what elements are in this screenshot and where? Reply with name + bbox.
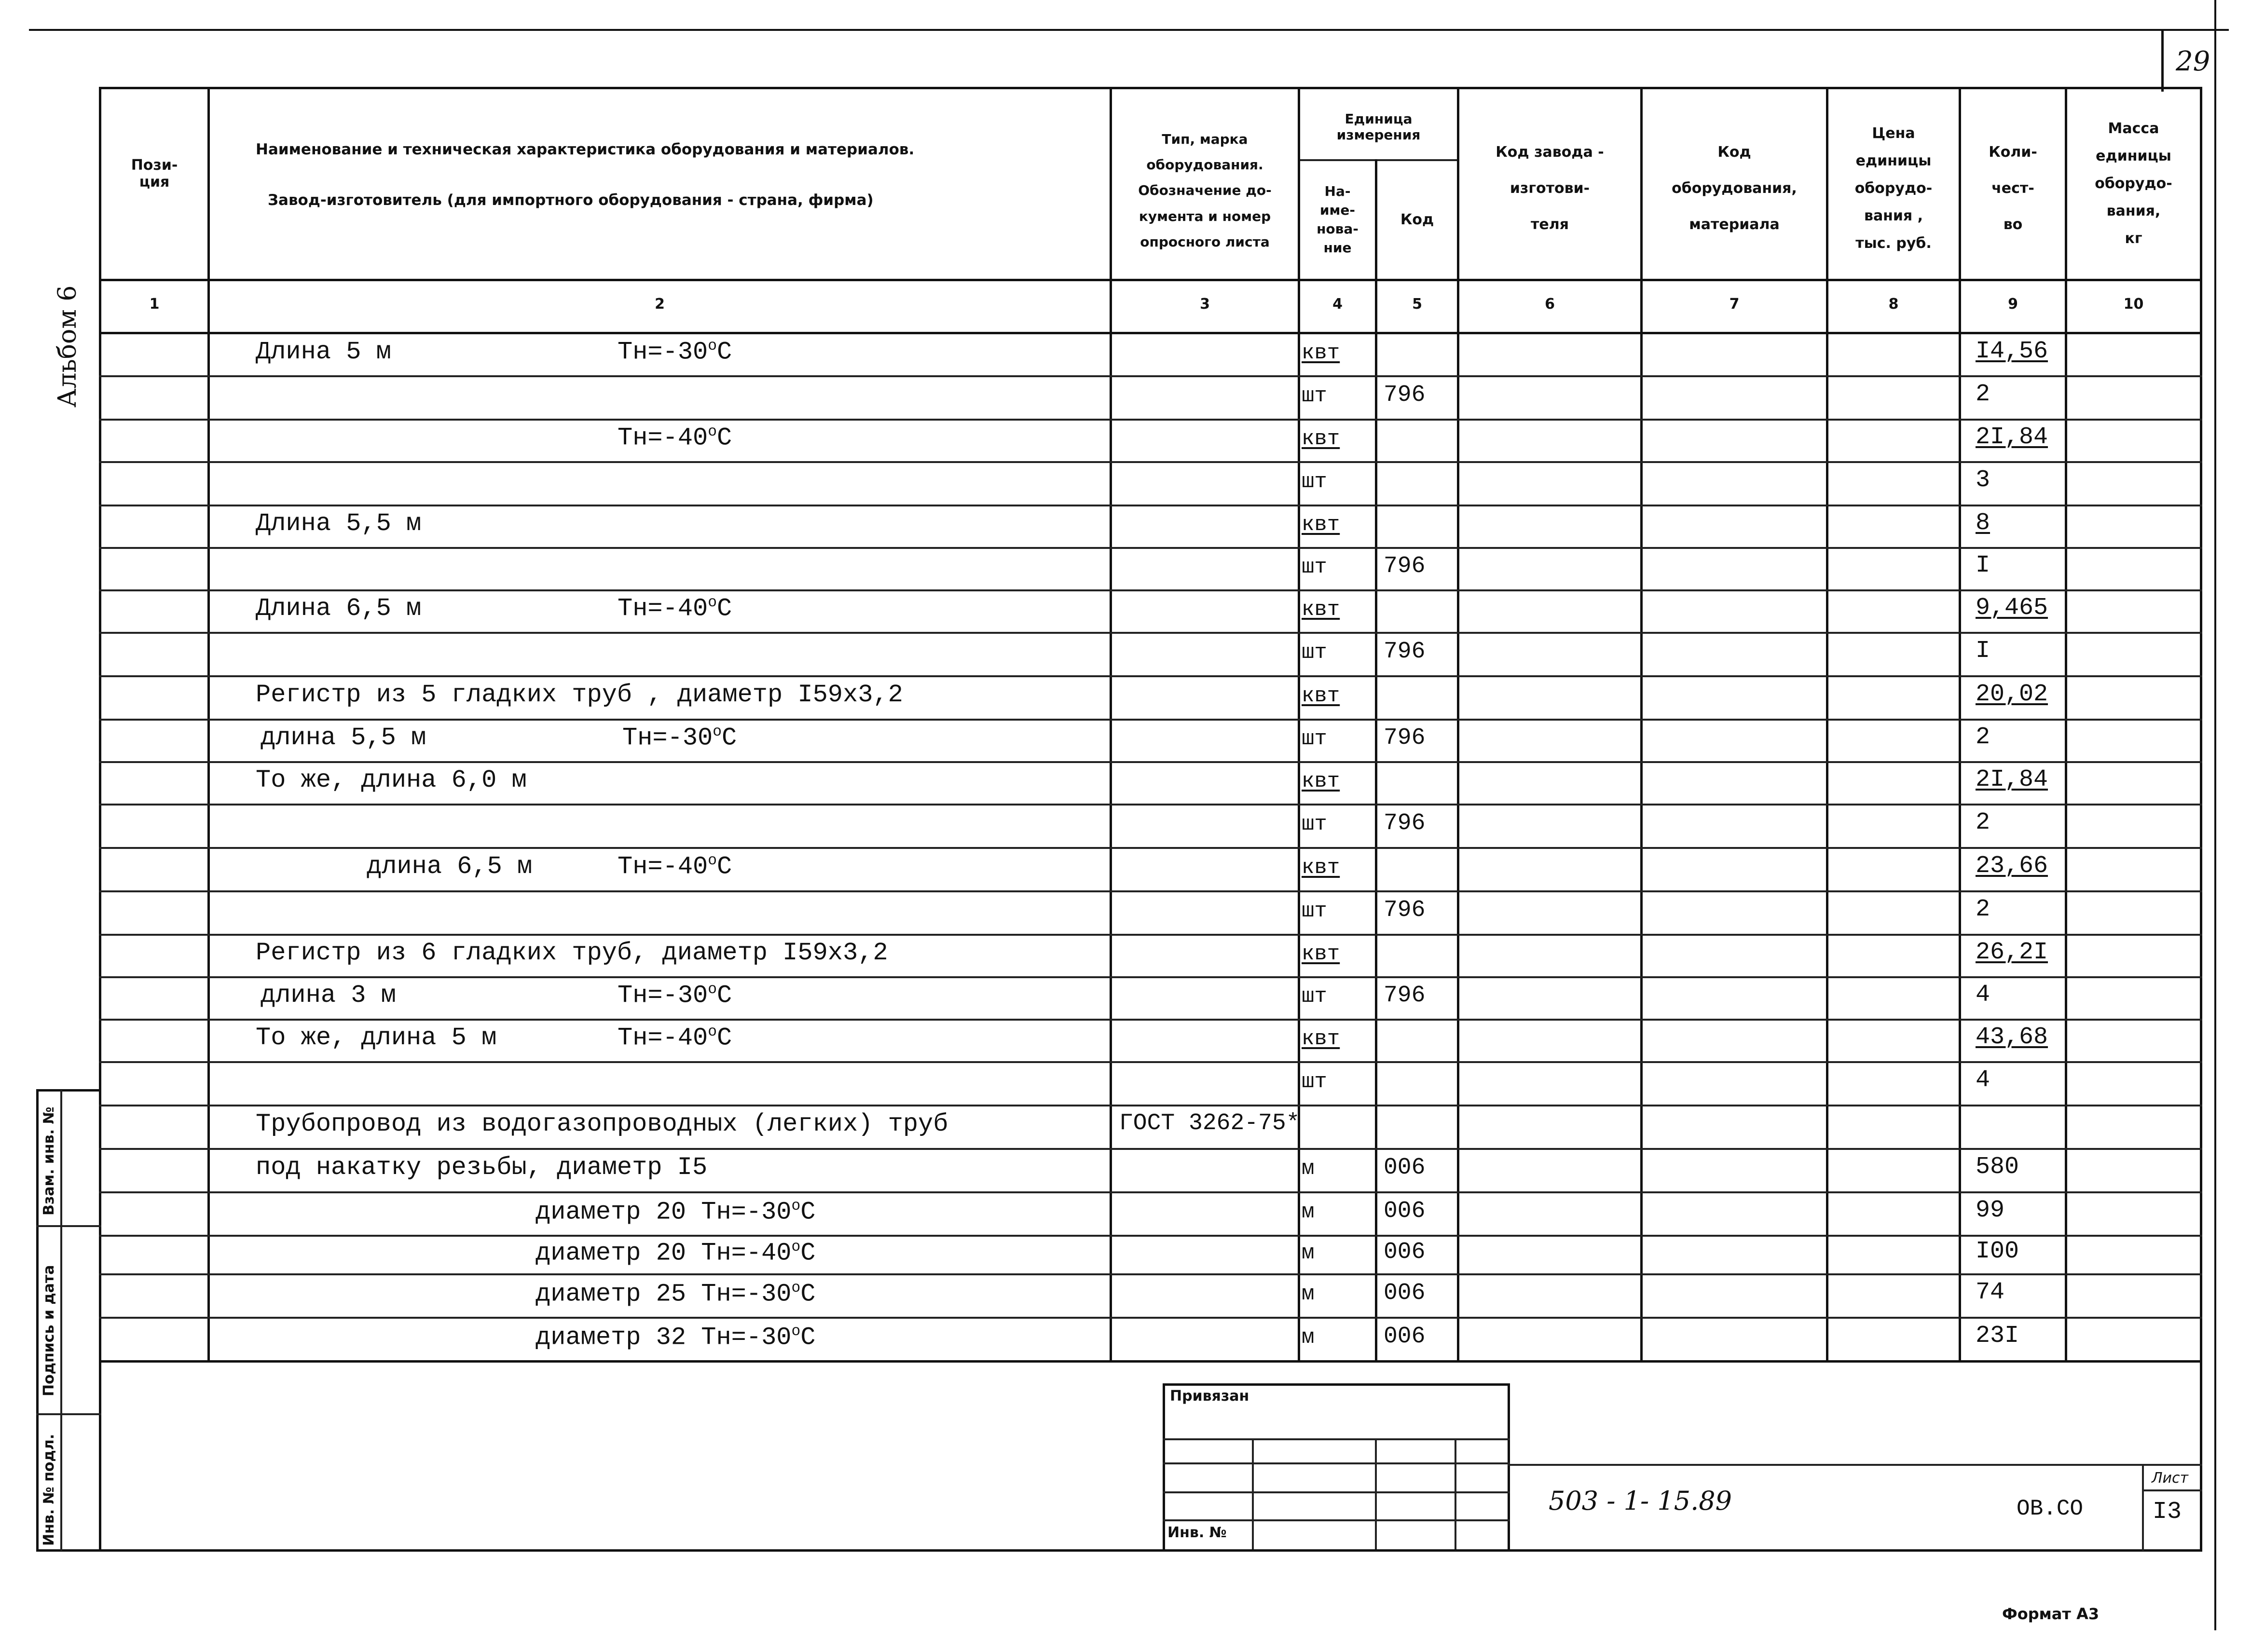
row-separator [99,1273,2202,1275]
stamp-col-2 [1375,1438,1377,1549]
header-quantity: Коли- чест- во [1989,143,2037,233]
row-name: То же, длина 6,0 м [256,766,527,794]
row-name: длина 3 м [261,981,396,1010]
col-divider-3 [1298,87,1300,1363]
side-stamp-line-2 [36,1413,101,1415]
row-separator [99,1019,2202,1021]
row-separator [99,675,2202,677]
row-unit: квт [1302,684,1340,708]
row-temperature: $Тн=-30^oС$ [618,981,732,1010]
side-label-inv-podl: Инв. № подл. [41,1434,57,1546]
row-separator [99,1191,2202,1193]
row-separator [99,761,2202,763]
row-quantity: I00 [1976,1238,2019,1265]
row-unit: шт [1302,812,1327,836]
stamp-inv-no: Инв. № [1167,1524,1227,1541]
colnum-9: 9 [2008,295,2018,313]
row-quantity: I4,56 [1976,338,2048,365]
row-quantity: 23,66 [1976,852,2048,880]
stamp-col-1 [1252,1438,1254,1549]
row-unit-code: 796 [1384,897,1426,923]
colnum-bottom-line [99,332,2202,334]
stamp-line-1 [1163,1438,1510,1440]
row-quantity: I [1976,552,1990,579]
colnum-6: 6 [1545,295,1555,313]
stamp-line-4 [1163,1519,1510,1521]
row-quantity: 74 [1976,1279,2005,1306]
row-separator [99,934,2202,936]
header-mass: Масса единицы оборудо- вания, кг [2095,120,2172,247]
row-separator [99,632,2202,634]
side-stamp-top [36,1089,101,1092]
titleblock-top [1508,1464,2202,1466]
row-name: То же, длина 5 м [256,1024,497,1052]
row-quantity: 3 [1976,466,1990,494]
colnum-10: 10 [2123,295,2144,313]
row-separator [99,1317,2202,1319]
col-divider-9 [2065,87,2067,1363]
colnum-8: 8 [1888,295,1899,313]
row-separator [99,1148,2202,1150]
row-unit: шт [1302,555,1327,579]
row-separator [99,804,2202,806]
header-name-line1: Наименование и техническая характеристика оборудования и материалов. [256,141,915,158]
side-stamp-line-1 [36,1225,101,1227]
sheet-number-box-left [2161,29,2164,92]
row-quantity: 4 [1976,981,1990,1009]
album-label: Альбом 6 [53,285,82,408]
stamp-top [1163,1383,1510,1386]
colnum-5: 5 [1412,295,1422,313]
row-separator [99,375,2202,377]
row-unit-code: 796 [1384,639,1426,665]
row-name: диаметр 25 $Тн=-30^oС$ [535,1280,816,1309]
row-quantity: 23I [1976,1322,2019,1350]
table-bottom-line [99,1360,2202,1363]
sheet-number-top: 29 [2176,46,2210,77]
table-top-border [99,87,2202,89]
row-unit: квт [1302,427,1340,451]
row-quantity: 2 [1976,809,1990,836]
row-unit: квт [1302,1027,1340,1051]
header-equipment-code: Код оборудования, материала [1672,143,1797,233]
stamp-line-3 [1163,1491,1510,1493]
stamp-doc-suffix: ОВ.СО [2017,1496,2084,1521]
row-quantity: 20,02 [1976,681,2048,708]
row-name: диаметр 20 $Тн=-40^oС$ [535,1239,816,1268]
row-separator [99,461,2202,463]
row-name: Трубопровод из водогазопроводных (легких) труб [256,1110,948,1138]
header-position: Пози- ция [131,157,178,191]
row-separator [99,1061,2202,1063]
row-quantity: 580 [1976,1153,2019,1181]
row-name: Регистр из 5 гладких труб , диаметр I59x3,2 [256,681,903,709]
header-unit-name: На- име- нова- ние [1317,183,1359,256]
row-unit-code: 796 [1384,382,1426,408]
row-temperature: $Тн=-30^oС$ [622,724,737,752]
row-separator [99,847,2202,849]
row-unit: квт [1302,513,1340,537]
side-label-podpis: Подпись и дата [41,1265,57,1396]
colnum-3: 3 [1200,295,1210,313]
stamp-doc-code: 503 - 1- 15.89 [1549,1486,1732,1516]
list-number: I3 [2153,1498,2182,1526]
row-unit: шт [1302,384,1327,408]
row-temperature: $Тн=-40^oС$ [618,423,732,452]
col-divider-1 [207,87,210,1363]
row-name: Длина 6,5 м [256,594,422,623]
format-label: Формат А3 [2002,1605,2100,1623]
row-unit-code: 006 [1384,1239,1426,1265]
row-unit: м [1302,1200,1315,1224]
stamp-left [1163,1383,1165,1550]
list-box-divider [2142,1489,2202,1491]
sheet-number-box-right [2214,0,2216,1630]
side-stamp-left [36,1090,39,1552]
row-quantity: 2 [1976,381,1990,408]
unit-header-divider [1298,159,1457,161]
table-right-border [2200,87,2202,1551]
header-price: Цена единицы оборудо- вания , тыс. руб. [1854,124,1933,252]
col-divider-7 [1826,87,1828,1363]
stamp-line-2 [1163,1462,1510,1464]
header-type: Тип, марка оборудования. Обозначение до- кумента и номер опросного листа [1138,131,1272,250]
row-separator [99,890,2202,892]
header-factory-code: Код завода - изготови- теля [1496,143,1604,233]
row-separator [99,419,2202,421]
row-unit: квт [1302,598,1340,622]
header-unit-code: Код [1400,211,1434,228]
sheet-bottom-line [36,1549,2202,1552]
row-separator [99,589,2202,591]
row-unit: м [1302,1325,1315,1350]
row-name: Длина 5,5 м [256,509,422,538]
row-unit: м [1302,1282,1315,1306]
row-unit: шт [1302,641,1327,665]
row-quantity: 43,68 [1976,1024,2048,1051]
row-unit: шт [1302,899,1327,923]
row-document: ГОСТ 3262-75* [1119,1110,1300,1136]
row-unit: шт [1302,727,1327,751]
header-unit: Единица измерения [1336,110,1421,143]
row-unit: м [1302,1157,1315,1181]
row-unit-code: 006 [1384,1198,1426,1224]
row-unit: м [1302,1241,1315,1265]
row-temperature: $Тн=-30^oС$ [618,338,732,367]
row-separator [99,976,2202,978]
row-separator [99,1105,2202,1106]
row-unit-code: 006 [1384,1280,1426,1306]
header-bottom-line [99,279,2202,281]
colnum-2: 2 [655,295,665,313]
row-separator [99,505,2202,506]
row-unit-code: 006 [1384,1324,1426,1350]
row-quantity: 2 [1976,896,1990,923]
row-separator [99,719,2202,721]
row-unit: квт [1302,341,1340,365]
stamp-col-3 [1455,1438,1456,1549]
top-border-line [29,29,2229,31]
colnum-4: 4 [1332,295,1343,313]
row-unit: шт [1302,984,1327,1009]
row-quantity: 8 [1976,509,1990,537]
row-quantity: 2 [1976,724,1990,751]
side-label-vzam: Взам. инв. № [41,1106,57,1215]
row-unit-code: 006 [1384,1155,1426,1181]
row-name: длина 5,5 м [261,724,426,752]
row-quantity: 2I,84 [1976,766,2048,793]
header-name-line2: Завод-изготовитель (для импортного оборудования - страна, фирма) [268,191,874,209]
row-separator [99,547,2202,549]
row-quantity: 9,465 [1976,594,2048,622]
side-stamp-divider [60,1090,62,1551]
stamp-right [1508,1383,1510,1550]
row-unit: квт [1302,856,1340,880]
row-quantity: I [1976,637,1990,665]
row-unit-code: 796 [1384,725,1426,751]
row-name: Длина 5 м [256,338,391,366]
colnum-1: 1 [149,295,160,313]
colnum-7: 7 [1729,295,1740,313]
row-unit-code: 796 [1384,810,1426,836]
list-box-left [2142,1464,2144,1551]
col-divider-6 [1640,87,1643,1363]
row-name: длина 6,5 м [367,852,533,881]
col-divider-5 [1457,87,1459,1363]
row-name: Регистр из 6 гладких труб, диаметр I59x3,2 [256,939,888,967]
row-unit: квт [1302,942,1340,966]
row-quantity: 2I,84 [1976,423,2048,451]
stamp-privyazan: Привязан [1170,1388,1249,1405]
row-unit-code: 796 [1384,983,1426,1009]
row-name: диаметр 20 $Тн=-30^oС$ [535,1198,816,1227]
row-name: диаметр 32 $Тн=-30^oС$ [535,1323,816,1352]
col-divider-2 [1110,87,1112,1363]
row-name: под накатку резьбы, диаметр I5 [256,1153,708,1182]
row-unit: шт [1302,1070,1327,1094]
row-quantity: 26,2I [1976,939,2048,966]
row-quantity: 4 [1976,1066,1990,1094]
row-temperature: $Тн=-40^oС$ [618,1024,732,1052]
row-temperature: $Тн=-40^oС$ [618,852,732,881]
row-temperature: $Тн=-40^oС$ [618,594,732,623]
row-unit: квт [1302,769,1340,793]
row-separator [99,1235,2202,1237]
col-divider-8 [1959,87,1961,1363]
row-unit: шт [1302,470,1327,494]
row-unit-code: 796 [1384,553,1426,579]
list-label: Лист [2152,1470,2189,1487]
row-quantity: 99 [1976,1197,2005,1224]
